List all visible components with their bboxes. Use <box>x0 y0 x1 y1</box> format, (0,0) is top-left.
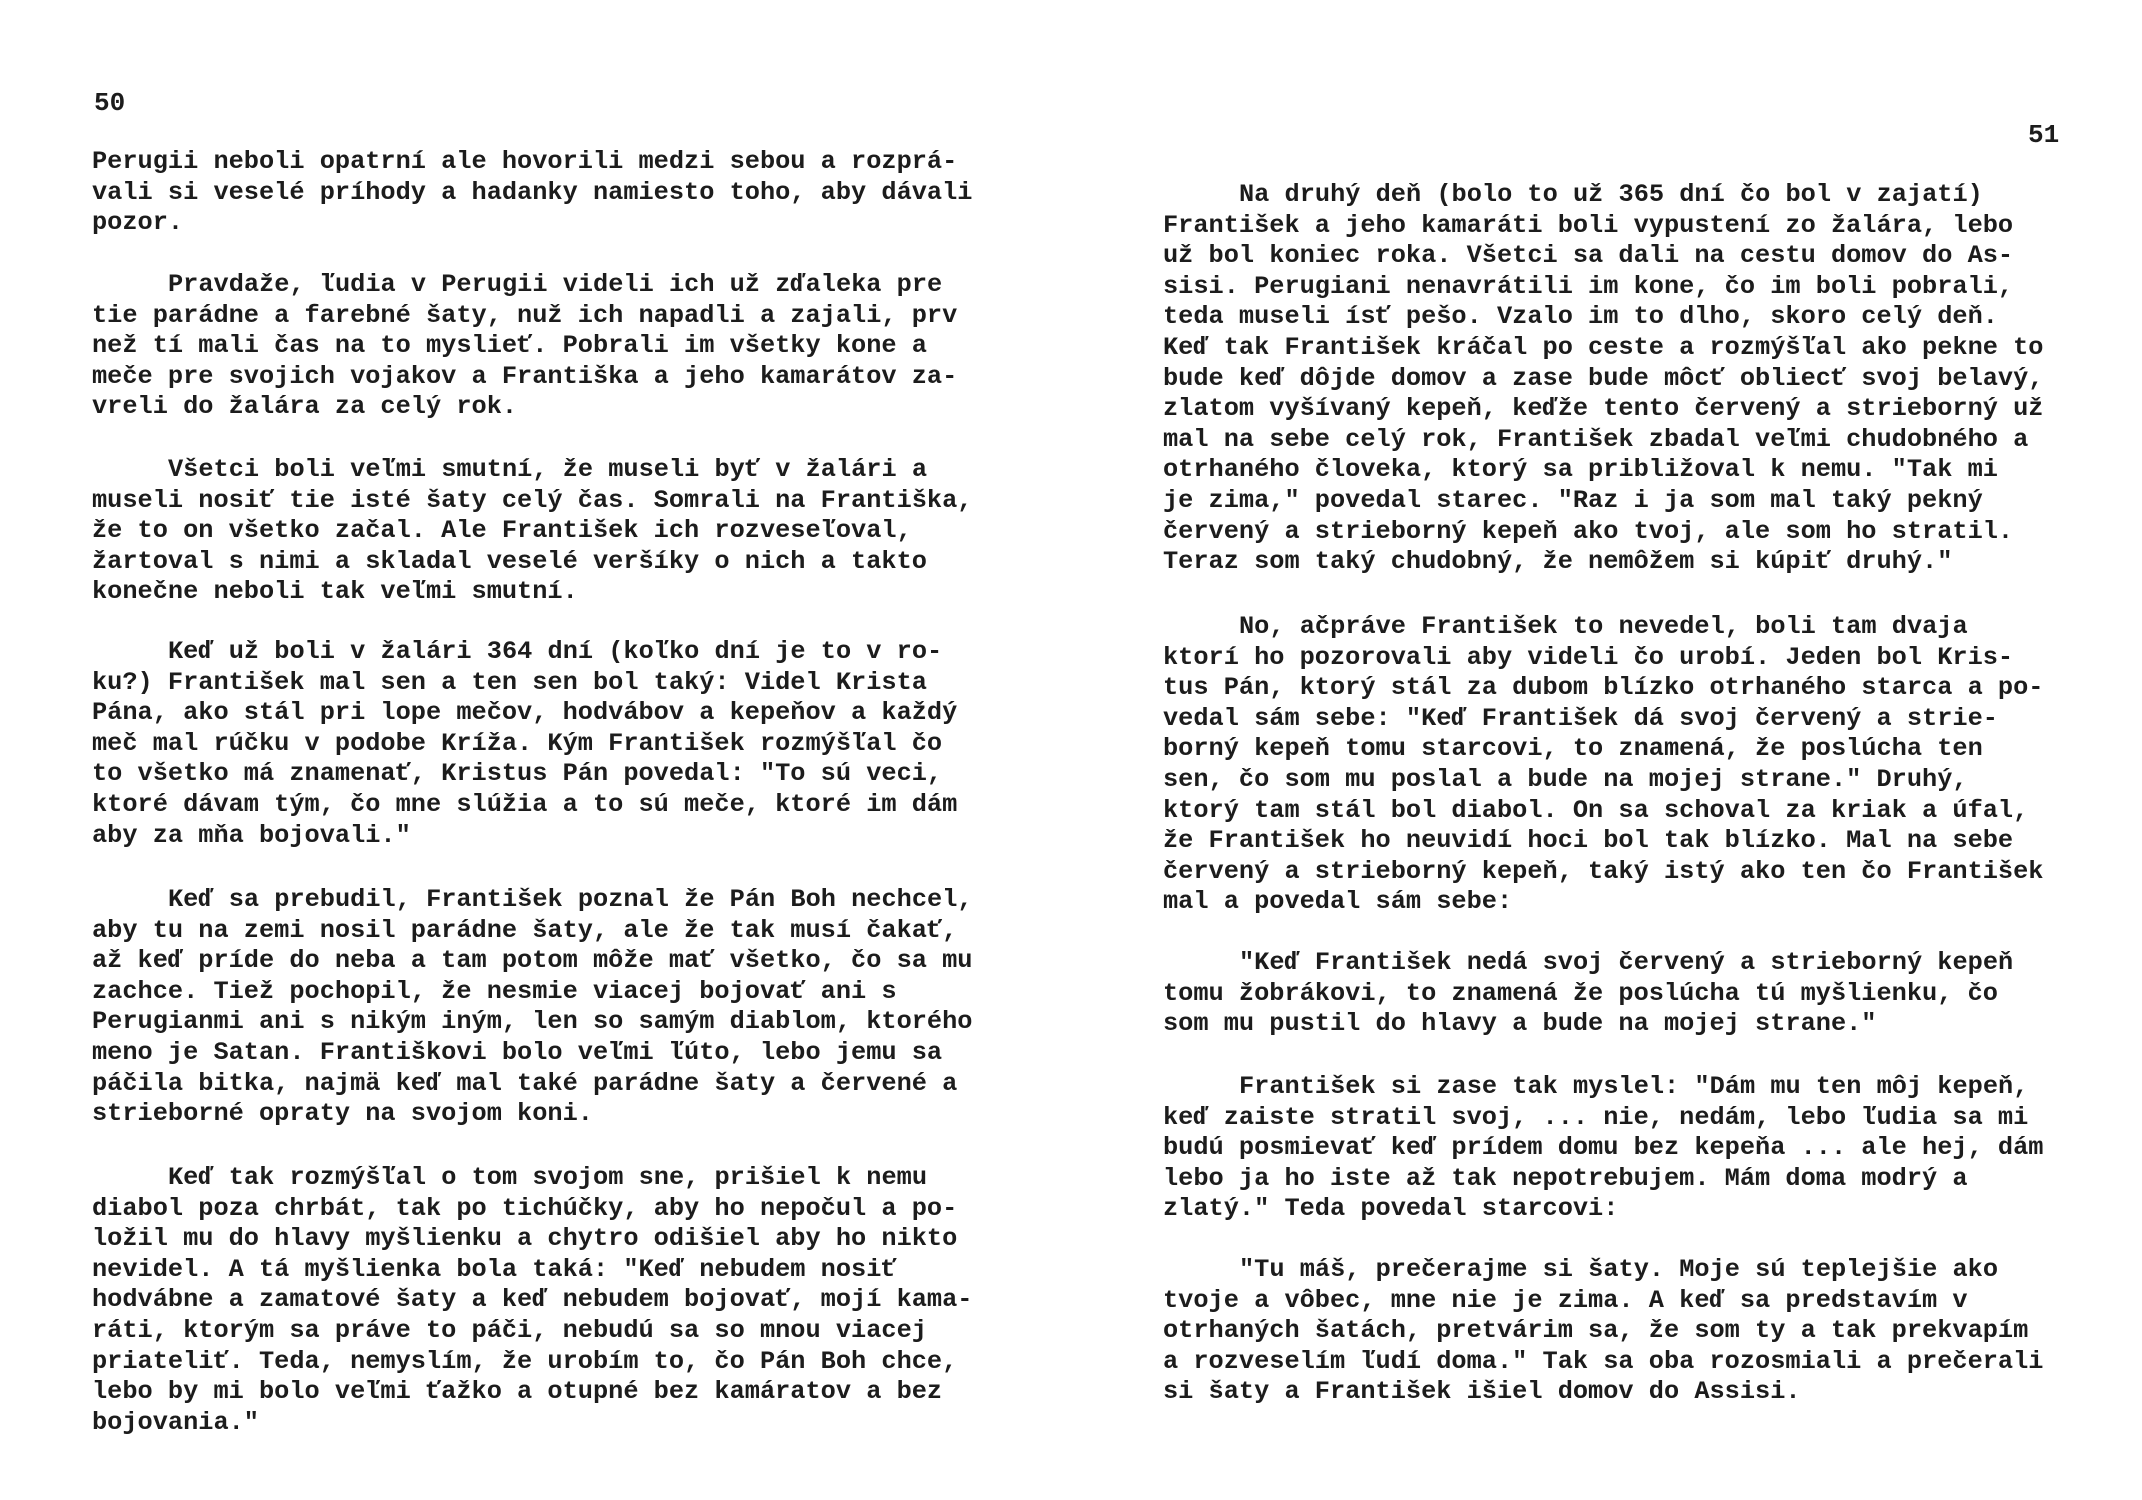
paragraph: "Keď František nedá svoj červený a strieborný kepeň tomu žobrákovi, to znamená že poslúcha tú myšlienku, čo som mu pustil do hlavy a bude na mojej strane." <box>1163 948 2014 1039</box>
paragraph: "Tu máš, prečerajme si šaty. Moje sú teplejšie ako tvoje a vôbec, mne nie je zima. A keď sa predstavím v otrhaných šatách, pretvárim sa, že som ty a tak prekvapím a rozveselím ľudí doma." Tak sa oba rozosmiali a prečerali si šaty a František išiel domov do Assisi. <box>1163 1255 2044 1407</box>
paragraph: Pravdaže, ľudia v Perugii videli ich už zďaleka pre tie parádne a farebné šaty, nuž ich napadli a zajali, prv než tí mali čas na to myslieť. Pobrali im všetky kone a meče pre svojich vojakov a Františka a jeho kamarátov za- vreli do žalára za celý rok. <box>92 270 958 422</box>
paragraph: Všetci boli veľmi smutní, že museli byť v žalári a museli nosiť tie isté šaty celý čas. Somrali na Františka, že to on všetko začal. Ale František ich rozveseľoval, žartoval s nimi a skladal veselé veršíky o nich a takto konečne neboli tak veľmi smutní. <box>92 455 973 607</box>
paragraph: František si zase tak myslel: "Dám mu ten môj kepeň, keď zaiste stratil svoj, ... nie, nedám, lebo ľudia sa mi budú posmievať keď prídem domu bez kepeňa ... ale hej, dám lebo ja ho iste až tak nepotrebujem. Mám doma modrý a zlatý." Teda povedal starcovi: <box>1163 1072 2044 1224</box>
paragraph: Na druhý deň (bolo to už 365 dní čo bol v zajatí) František a jeho kamaráti boli vypustení zo žalára, lebo už bol koniec roka. Všetci sa dali na cestu domov do As- sisi. Perugiani nenavrátili im kone, čo im boli pobrali, teda museli ísť pešo. Vzalo im to dlho, skoro celý deň. Keď tak František kráčal po ceste a rozmýšľal ako pekne to bude keď dôjde domov a zase bude môcť obliecť svoj belavý, zlatom vyšívaný kepeň, keďže tento červený a strieborný už mal na sebe celý rok, František zbadal veľmi chudobného a otrhaného človeka, ktorý sa približoval k nemu. "Tak mi je zima," povedal starec. "Raz i ja som mal taký pekný červený a strieborný kepeň ako tvoj, ale som ho stratil. Teraz som taký chudobný, že nemôžem si kúpiť druhý." <box>1163 180 2044 577</box>
paragraph: Keď sa prebudil, František poznal že Pán Boh nechcel, aby tu na zemi nosil parádne šaty, ale že tak musí čakať, až keď príde do neba a tam potom môže mať všetko, čo sa mu zachce. Tiež pochopil, že nesmie viacej bojovať ani s Perugianmi ani s nikým iným, len so samým diablom, ktorého meno je Satan. Františkovi bolo veľmi ľúto, lebo jemu sa páčila bitka, najmä keď mal také parádne šaty a červené a strieborné opraty na svojom koni. <box>92 885 973 1129</box>
paragraph: Keď už boli v žalári 364 dní (koľko dní je to v ro- ku?) František mal sen a ten sen bol taký: Videl Krista Pána, ako stál pri lope mečov, hodvábov a kepeňov a každý meč mal rúčku v podobe Kríža. Kým František rozmýšľal čo to všetko má znamenať, Kristus Pán povedal: "To sú veci, ktoré dávam tým, čo mne slúžia a to sú meče, ktoré im dám aby za mňa bojovali." <box>92 637 958 850</box>
page-number: 51 <box>2028 120 2060 150</box>
paragraph: No, ačpráve František to nevedel, boli tam dvaja ktorí ho pozorovali aby videli čo urobí. Jeden bol Kris- tus Pán, ktorý stál za dubom blízko otrhaného starca a po- vedal sám sebe: "Keď František dá svoj červený a strie- borný kepeň tomu starcovi, to znamená, že poslúcha ten sen, čo som mu poslal a bude na mojej strane." Druhý, ktorý tam stál bol diabol. On sa schoval za kriak a úfal, že František ho neuvidí hoci bol tak blízko. Mal na sebe červený a strieborný kepeň, taký istý ako ten čo František mal a povedal sám sebe: <box>1163 612 2044 917</box>
page-number: 50 <box>94 88 126 118</box>
paragraph: Perugii neboli opatrní ale hovorili medzi sebou a rozprá- vali si veselé príhody a hadanky namiesto toho, aby dávali pozor. <box>92 147 973 238</box>
paragraph: Keď tak rozmýšľal o tom svojom sne, prišiel k nemu diabol poza chrbát, tak po tichúčky, aby ho nepočul a po- ložil mu do hlavy myšlienku a chytro odišiel aby ho nikto nevidel. A tá myšlienka bola taká: "Keď nebudem nosiť hodvábne a zamatové šaty a keď nebudem bojovať, mojí kama- ráti, ktorým sa práve to páči, nebudú sa so mnou viacej priateliť. Teda, nemyslím, že urobím to, čo Pán Boh chce, lebo by mi bolo veľmi ťažko a otupné bez kamáratov a bez bojovania." <box>92 1163 973 1437</box>
